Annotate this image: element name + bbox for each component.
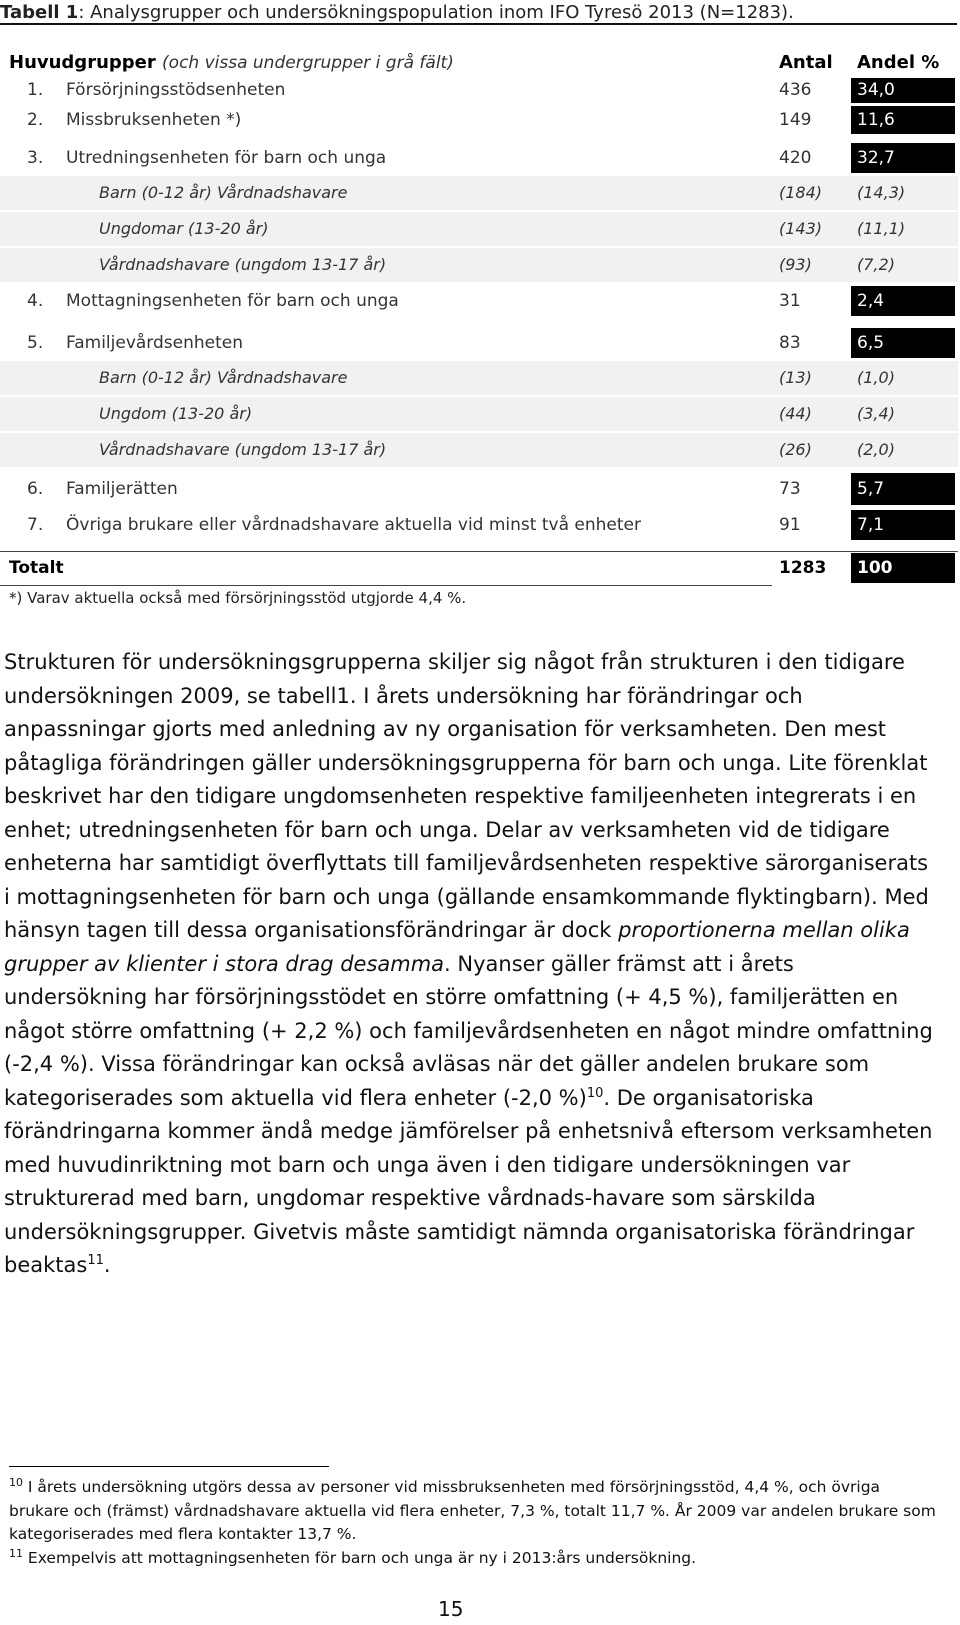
row-num: 2.: [27, 110, 44, 130]
footnote-separator: [9, 1466, 329, 1467]
row-andel: (14,3): [857, 183, 906, 202]
row-label: Utredningsenheten för barn och unga: [66, 148, 387, 168]
row-antal: 83: [779, 333, 801, 353]
header-andel: Andel %: [857, 52, 940, 73]
table-footnote: *) Varav aktuella också med försörjningsstöd utgjorde 4,4 %.: [9, 589, 467, 607]
row-andel: (2,0): [857, 440, 895, 459]
table-caption: [0, 2, 940, 24]
row-andel: 2,4: [857, 291, 885, 311]
footnote-ref[interactable]: 11: [87, 1253, 104, 1268]
footnotes: [9, 1476, 944, 1570]
row-antal: (13): [779, 368, 812, 387]
table-subrow: [0, 361, 958, 395]
body-text-part: Strukturen för undersökningsgrupperna skiljer sig något från strukturen i den tidigare undersökningen 2009, se tabell1. I årets undersökning har förändringar och anpassningar gjorts med anledning av ny organisation för verksamheten. Den mest påtagliga förändringen gäller undersökningsgrupperna för barn och unga. Lite förenklat beskrivet har den tidigare ungdomsenheten respektive familjeenheten integrerats i en enhet; utredningsenheten för barn och unga. Delar av verksamheten vid de tidigare enheterna har samtidigt överflyttats till familjevårdsenheten respektive särorganiserats i mottagningsenheten för barn och unga (gällande ensamkommande flyktingbarn). Med hänsyn tagen till dessa organisationsförändringar är dock: [4, 650, 929, 942]
total-bottom-rule: [0, 585, 772, 586]
total-top-rule: [0, 551, 958, 552]
row-num: 3.: [27, 148, 44, 168]
header-label-italic: (och vissa undergrupper i grå fält): [162, 53, 454, 73]
caption-label: Tabell 1: [0, 2, 79, 23]
row-antal: 436: [779, 80, 812, 100]
row-label: Barn (0-12 år) Vårdnadshavare: [99, 183, 348, 202]
footnote-number: 11: [9, 1546, 23, 1560]
caption-text: : Analysgrupper och undersökningspopulation inom IFO Tyresö 2013 (N=1283).: [78, 2, 794, 23]
header-label: [9, 52, 454, 73]
table-subrow: [0, 212, 958, 246]
row-label: Övriga brukare eller vårdnadshavare aktuella vid minst två enheter: [66, 515, 641, 535]
body-text-italic: proportionerna mellan olika grupper av klienter i stora drag desamma: [4, 918, 910, 976]
total-antal: 1283: [779, 558, 827, 578]
footnote-text: Exempelvis att mottagningsenheten för barn och unga är ny i 2013:års undersökning.: [23, 1548, 697, 1567]
row-label: Ungdomar (13-20 år): [99, 219, 269, 238]
table-total-row: [0, 553, 958, 583]
row-andel: (3,4): [857, 404, 895, 423]
row-antal: (184): [779, 183, 823, 202]
table-row: [0, 143, 958, 173]
table-row: [0, 473, 958, 505]
footnote: [9, 1547, 944, 1571]
row-andel: 7,1: [857, 515, 885, 535]
row-antal: 73: [779, 479, 801, 499]
row-andel: (1,0): [857, 368, 895, 387]
row-antal: (26): [779, 440, 812, 459]
body-text-part: . De organisatoriska förändringarna kommer ändå medge jämförelser på enhetsnivå eftersom verksamheten med huvudinriktning mot barn och unga även i den tidigare undersökningen var strukturerad med barn, ungdomar respektive vårdnads-havare som särskilda undersökningsgrupper. Givetvis måste samtidigt nämnda organisatoriska förändringar beaktas: [4, 1085, 933, 1277]
row-andel: 5,7: [857, 479, 885, 499]
row-num: 7.: [27, 515, 44, 535]
row-andel: 32,7: [857, 148, 895, 168]
row-andel: 34,0: [857, 80, 895, 100]
total-andel: 100: [857, 558, 893, 578]
table-row: [0, 78, 958, 103]
row-num: 5.: [27, 333, 44, 353]
row-num: 4.: [27, 291, 44, 311]
header-label-bold: Huvudgrupper: [9, 52, 156, 73]
row-andel: (11,1): [857, 219, 906, 238]
row-label: Vårdnadshavare (ungdom 13-17 år): [99, 440, 387, 459]
row-antal: 31: [779, 291, 801, 311]
row-num: 6.: [27, 479, 44, 499]
row-antal: 91: [779, 515, 801, 535]
table-subrow: [0, 433, 958, 467]
row-label: Familjevårdsenheten: [66, 333, 244, 353]
body-text-part: . Nyanser gäller främst att i årets undersökning har försörjningsstödet en större omfattning (+ 4,5 %), familjerätten en något större omfattning (+ 2,2 %) och familjevårdsenheten en något mindre omfattning (-2,4 %). Vissa förändringar kan också avläsas när det gäller andelen brukare som kategoriserades som aktuella vid flera enheter (-2,0 %): [4, 951, 933, 1110]
table-subrow: [0, 397, 958, 431]
row-antal: 420: [779, 148, 812, 168]
row-label: Barn (0-12 år) Vårdnadshavare: [99, 368, 348, 387]
row-andel: 6,5: [857, 333, 885, 353]
table-row: [0, 286, 958, 316]
row-label: Ungdom (13-20 år): [99, 404, 253, 423]
row-andel: (7,2): [857, 255, 895, 274]
footnote-number: 10: [9, 1475, 23, 1489]
body-text: [4, 646, 940, 1283]
row-num: 1.: [27, 80, 44, 100]
page-number: 15: [438, 1597, 464, 1621]
row-label: Försörjningsstödsenheten: [66, 80, 286, 100]
footnote-text: I årets undersökning utgörs dessa av personer vid missbruksenheten med försörjningsstöd, 4,4 %, och övriga brukare och (främst) vårdnadshavare aktuella vid flera enheter, 7,3 %, totalt 11,7 %. År 2009 var andelen brukare som kategoriserades med flera kontakter 13,7 %.: [9, 1478, 936, 1543]
table-row: [0, 510, 958, 540]
table-row: [0, 328, 958, 358]
total-label: Totalt: [9, 558, 64, 578]
body-text-part: .: [103, 1253, 111, 1277]
table-header-row: [0, 52, 958, 76]
row-antal: 149: [779, 110, 812, 130]
footnote: [9, 1476, 944, 1547]
footnote-ref[interactable]: 10: [586, 1085, 604, 1101]
header-antal: Antal: [779, 52, 833, 73]
table-subrow: [0, 248, 958, 282]
body-paragraph: [4, 646, 940, 1283]
row-label: Familjerätten: [66, 479, 178, 499]
table-row: [0, 106, 958, 134]
row-label: Missbruksenheten *): [66, 110, 242, 130]
table-top-rule: [0, 23, 957, 25]
row-label: Vårdnadshavare (ungdom 13-17 år): [99, 255, 387, 274]
row-label: Mottagningsenheten för barn och unga: [66, 291, 399, 311]
table-subrow: [0, 176, 958, 210]
row-antal: (143): [779, 219, 823, 238]
row-andel: 11,6: [857, 110, 895, 130]
row-antal: (93): [779, 255, 812, 274]
row-antal: (44): [779, 404, 812, 423]
